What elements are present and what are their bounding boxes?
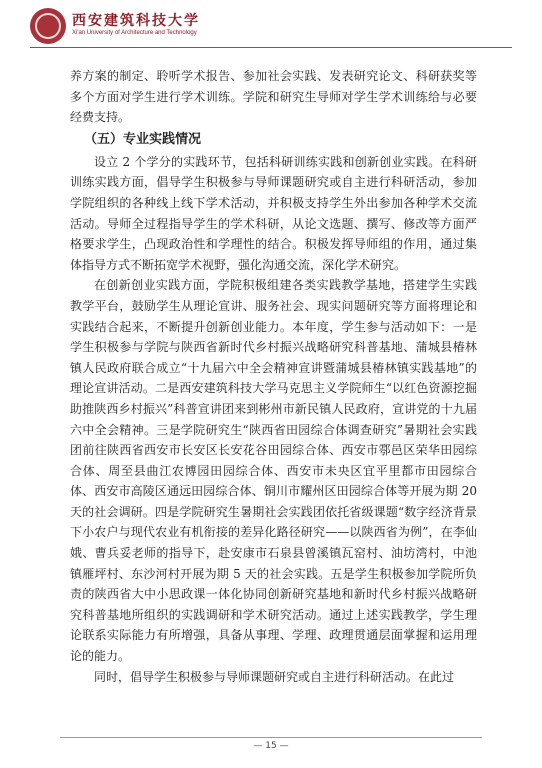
page-header [0,0,542,58]
paragraph-innovation-practice: 在创新创业实践方面，学院积极组建各类实践教学基地，搭建学生实践教学平台，鼓励学生从理论宣讲、服务社会、现实问题研究等方面将理论和实践结合起来，不断提升创新创业能力。本年度，学生参与活动如下：一是学生积极参与学院与陕西省新时代乡村振兴战略研究科普基地、蒲城县椿林镇人民政府联合成立“十九届六中全会精神宣讲暨蒲城县椿林镇实践基地”的理论宣讲活动。二是西安建筑科技大学马克思主义学院师生“以红色资源挖掘助推陕西乡村振兴”科普宣讲团来到彬州市新民镇人民政府，宣讲党的十九届六中全会精神。三是学院研究生“陕西省田园综合体调查研究”暑期社会实践团前往陕西省西安市长安区长安花谷田园综合体、西安市鄠邑区荣华田园综合体、周至县曲江农博园田园综合体、西安市未央区宜平里都市田园综合体、西安市高陵区通远田园综合体、铜川市耀州区田园综合体等开展为期 20 天的社会调研。四是学院研究生暑期社会实践团依托省级课题“数字经济背景下小农户与现代农业有机衔接的差异化路径研究——以陕西省为例”，在李仙娥、曹兵妥老师的指导下，赴安康市石泉县曾溪镇瓦窑村、油坊湾村，中池镇雁坪村、东沙河村开展为期 5 天的社会实践。五是学生积极参加学院所负责的陕西省大中小思政课一体化协同创新研究基地和新时代乡村振兴战略研究科普基地所组织的实践调研和学术研究活动。通过上述实践教学，学生理论联系实际能力有所增强，具备从事理、学理、政理贯通层面掌握和运用理论的能力。 [70,278,477,664]
university-name-en: Xi'an University of Architecture and Technology [72,30,197,36]
paragraph-intro: 养方案的制定、聆听学术报告、参加社会实践、发表研究论文、科研获奖等多个方面对学生进行学术训练。学院和研究生导师对学生学术训练给与必要经费支持。 [70,69,477,125]
header-divider [30,47,512,48]
section-heading: （五）专业实践情况 [84,131,202,147]
paragraph-closing: 同时，倡导学生积极参与导师课题研究或自主进行科研活动。在此过 [94,669,455,684]
university-name-cn: 西安建筑科技大学 [72,13,200,29]
paragraph-research-practice: 设立 2 个学分的实践环节，包括科研训练实践和创新创业实践。在科研训练实践方面，倡导学生积极参与导师课题研究或自主进行科研活动，参加学院组织的各种线上线下学术活动，并积极支持学生外出参加各种学术交流活动。导师全过程指导学生的学术科研，从论文选题、撰写、修改等方面严格要求学生，凸现政治性和学理性的结合。积极发挥导师组的作用，通过集体指导方式不断拓宽学术视野，强化沟通交流，深化学术研究。 [70,154,477,272]
university-logo-icon [30,8,66,44]
footer-divider [60,737,482,738]
document-body [70,66,477,687]
page-number: — 15 — [253,741,289,751]
